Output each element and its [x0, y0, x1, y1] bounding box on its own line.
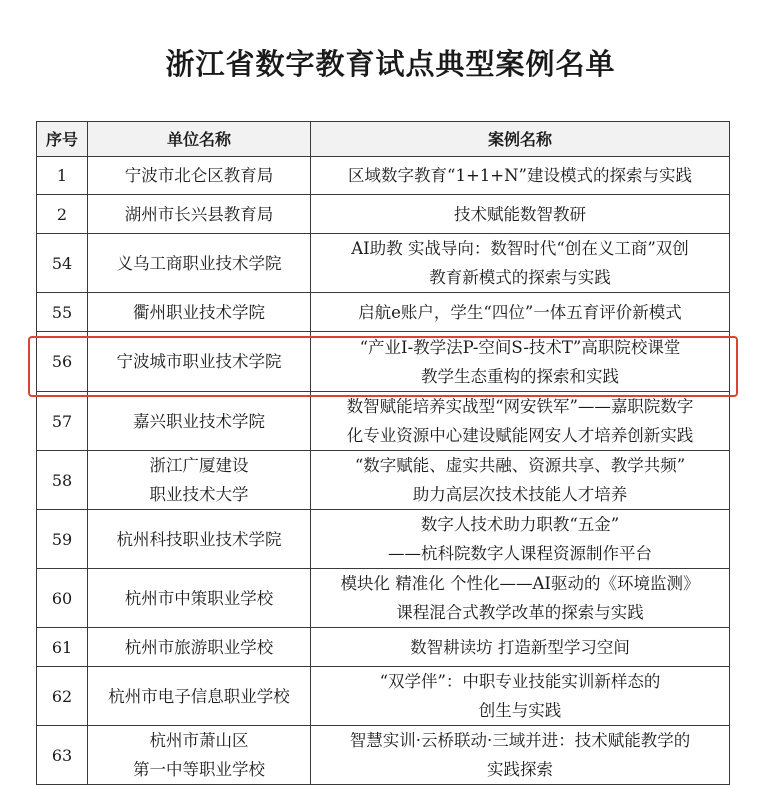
header-case-name: 案例名称 — [311, 122, 730, 157]
table-row — [37, 569, 730, 628]
unit-name-line: 杭州市旅游职业学校 — [124, 637, 274, 657]
unit-name-line: 杭州市电子信息职业学校 — [108, 686, 290, 706]
table-row — [37, 332, 730, 392]
row-case-name — [311, 628, 730, 667]
row-unit-name — [88, 234, 311, 293]
unit-name-line: 湖州市长兴县教育局 — [124, 204, 274, 224]
row-case-name — [311, 726, 730, 785]
document-title: 浙江省数字教育试点典型案例名单 — [165, 47, 616, 81]
case-name-line: 化专业资源中心建设赋能网安人才培养创新实践 — [346, 426, 694, 445]
row-unit-name — [88, 392, 311, 451]
row-unit-name — [88, 726, 311, 785]
row-serial-number: 58 — [37, 451, 88, 510]
table-row — [37, 667, 730, 726]
unit-name-line: 杭州市中策职业学校 — [124, 588, 274, 608]
table-row — [37, 293, 730, 332]
row-serial-number: 60 — [37, 569, 88, 628]
table-row — [37, 451, 730, 510]
table-row — [37, 392, 730, 451]
table-row — [37, 510, 730, 569]
row-unit-name — [88, 451, 311, 510]
row-unit-name — [88, 293, 311, 332]
case-name-line: 区域数字教育“1+1+N”建设模式的探索与实践 — [348, 166, 692, 185]
unit-name-line: 职业技术大学 — [149, 485, 249, 504]
table-row — [37, 157, 730, 195]
row-serial-number: 54 — [37, 234, 88, 293]
case-name-line: 模块化 精准化 个性化——AI驱动的《环境监测》 — [340, 574, 700, 593]
row-case-name — [311, 392, 730, 451]
case-name-line: 数智耕读坊 打造新型学习空间 — [410, 637, 630, 657]
table-row — [37, 195, 730, 234]
case-name-line: ——杭科院数字人课程资源制作平台 — [388, 544, 652, 563]
row-serial-number: 57 — [37, 392, 88, 451]
row-unit-name — [88, 195, 311, 234]
row-serial-number: 62 — [37, 667, 88, 726]
row-unit-name — [88, 510, 311, 569]
row-case-name — [311, 293, 730, 332]
case-name-line: “产业I-教学法P-空间S-技术T”高职院校课堂 — [359, 337, 681, 357]
case-name-line: 技术赋能数智教研 — [454, 204, 586, 224]
table-header-row — [37, 122, 730, 157]
row-serial-number: 59 — [37, 510, 88, 569]
case-name-line: “双学伴”：中职专业技能实训新样态的 — [379, 672, 661, 691]
row-case-name — [311, 667, 730, 726]
row-case-name — [311, 157, 730, 195]
row-serial-number: 1 — [37, 157, 88, 195]
header-serial-number: 序号 — [37, 122, 88, 157]
unit-name-line: 第一中等职业学校 — [133, 760, 265, 779]
row-unit-name — [88, 157, 311, 195]
row-case-name — [311, 332, 730, 392]
unit-name-line: 浙江广厦建设 — [149, 456, 249, 475]
case-name-line: 实践探索 — [487, 760, 553, 779]
case-name-line: AI助教 实战导向：数智时代“创在义工商”双创 — [351, 239, 689, 258]
unit-name-line: 杭州科技职业技术学院 — [116, 529, 282, 549]
case-name-line: 教学生态重构的探索和实践 — [421, 366, 619, 386]
case-name-line: 创生与实践 — [478, 701, 562, 720]
row-case-name — [311, 195, 730, 234]
case-name-line: 助力高层次技术技能人才培养 — [412, 485, 628, 504]
row-case-name — [311, 510, 730, 569]
case-list-table — [36, 121, 730, 785]
row-case-name — [311, 569, 730, 628]
row-serial-number: 63 — [37, 726, 88, 785]
row-unit-name — [88, 569, 311, 628]
row-unit-name — [88, 667, 311, 726]
header-unit-name: 单位名称 — [88, 122, 311, 157]
unit-name-line: 衢州职业技术学院 — [133, 302, 265, 322]
case-name-line: 智慧实训·云桥联动·三域并进：技术赋能教学的 — [349, 731, 691, 750]
unit-name-line: 宁波市北仑区教育局 — [124, 166, 274, 185]
table-row — [37, 234, 730, 293]
table-row — [37, 628, 730, 667]
unit-name-line: 义乌工商职业技术学院 — [116, 253, 282, 273]
unit-name-line: 杭州市萧山区 — [149, 731, 249, 750]
row-serial-number: 61 — [37, 628, 88, 667]
row-serial-number: 56 — [37, 332, 88, 392]
case-name-line: 数字人技术助力职教“五金” — [420, 515, 620, 534]
row-case-name — [311, 451, 730, 510]
case-name-line: 教育新模式的探索与实践 — [429, 268, 611, 287]
case-name-line: 启航e账户，学生“四位”一体五育评价新模式 — [358, 302, 682, 322]
case-name-line: 数智赋能培养实战型“网安铁军”——嘉职院数字 — [346, 397, 694, 416]
row-unit-name — [88, 332, 311, 392]
row-serial-number: 2 — [37, 195, 88, 234]
row-case-name — [311, 234, 730, 293]
table-row — [37, 726, 730, 785]
unit-name-line: 宁波城市职业技术学院 — [116, 352, 282, 371]
case-name-line: “数字赋能、虚实共融、资源共享、教学共频” — [354, 456, 686, 475]
unit-name-line: 嘉兴职业技术学院 — [133, 411, 265, 431]
case-name-line: 课程混合式教学改革的探索与实践 — [396, 603, 644, 622]
row-unit-name — [88, 628, 311, 667]
row-serial-number: 55 — [37, 293, 88, 332]
